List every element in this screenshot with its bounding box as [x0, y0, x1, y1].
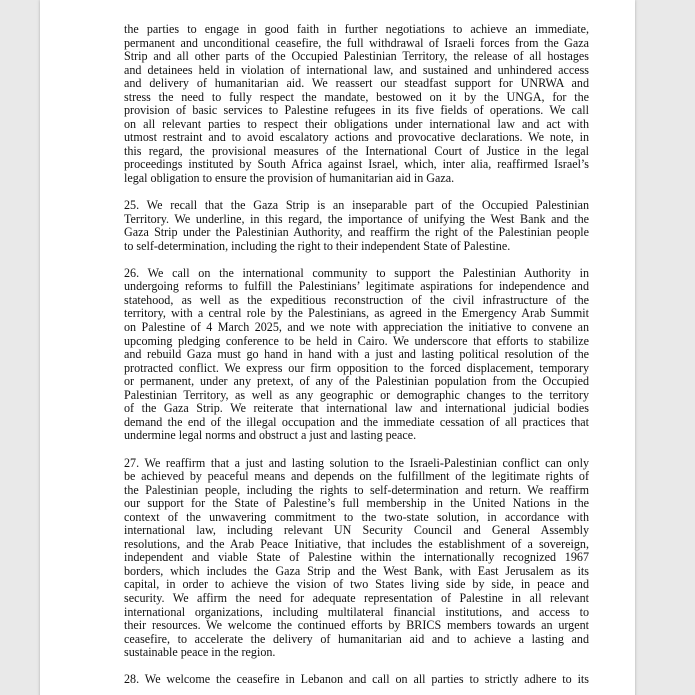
text-line: or permanent, under any pretext, of any of the Palestinian population from the Occupied	[124, 374, 589, 389]
text-line: undermine legal norms and obstruct a just and lasting peace.	[124, 428, 417, 443]
text-line: to self-determination, including the right to their independent State of Palestine.	[124, 238, 511, 253]
text-line: upcoming pledging conference to be held in Cairo. We underscore that efforts to stabilize	[124, 333, 589, 348]
text-line: 27. We reaffirm that a just and lasting solution to the Israeli-Palestinian conflict can only	[124, 455, 589, 470]
text-line: Gaza Strip under the Palestinian Authority, and reaffirm the right of the Palestinian people	[124, 225, 589, 240]
paragraph-25	[124, 199, 589, 253]
text-line: of the Gaza Strip. We reiterate that international law and international judicial bodies	[124, 401, 589, 416]
text-line: permanent and unconditional ceasefire, the full withdrawal of Israeli forces from the Gaza	[124, 35, 589, 50]
text-line: sustainable peace in the region.	[124, 645, 276, 660]
text-line: utmost restraint and to avoid escalatory actions and provocative declarations. We note, in	[124, 130, 589, 145]
paragraph-27	[124, 457, 589, 660]
text-line: resolutions, and the Arab Peace Initiative, that includes the establishment of a sovereign,	[124, 536, 589, 551]
text-line: and rebuild Gaza must go hand in hand with a just and lasting political resolution of the	[124, 347, 589, 362]
paragraph-28-start	[124, 673, 589, 687]
text-line: legal obligation to ensure the provision of humanitarian aid in Gaza.	[124, 171, 455, 186]
text-line: our support for the State of Palestine’s full membership in the United Nations in the	[124, 496, 589, 511]
text-line: 28. We welcome the ceasefire in Lebanon and call on all parties to strictly adhere to its	[124, 672, 589, 687]
text-line: 26. We call on the international community to support the Palestinian Authority in	[124, 265, 589, 280]
text-line: demand the end of the illegal occupation and the immediate cessation of all practices that	[124, 414, 589, 429]
text-line: provision of basic services to Palestine refugees in its five fields of operations. We call	[124, 103, 589, 118]
text-line: protracted conflict. We express our firm opposition to the forced displacement, temporary	[124, 360, 589, 375]
text-line: and delivery of humanitarian aid. We reassert our steadfast support for UNRWA and	[124, 76, 589, 91]
page-text-body	[124, 23, 589, 695]
text-line: this regard, the provisional measures of the International Court of Justice in the legal	[124, 143, 589, 158]
text-line: borders, which includes the Gaza Strip and the West Bank, with East Jerusalem as its	[124, 563, 589, 578]
text-line: international law, including relevant UN Security Council and General Assembly	[124, 523, 589, 538]
text-line: be achieved by peaceful means and depends on the fulfillment of the legitimate rights of	[124, 469, 589, 484]
text-line: undergoing reforms to fulfill the Palestinians’ legitimate aspirations for independence and	[124, 279, 589, 294]
text-line: stress the need to fully respect the mandate, bestowed on it by the UNGA, for the	[124, 89, 589, 104]
text-line: Palestinian Territory, as well as any geographic or demographic changes to the territory	[124, 387, 589, 402]
text-line: the parties to engage in good faith in further negotiations to achieve an immediate,	[124, 22, 589, 36]
text-line: statehood, as well as the expeditious reconstruction of the civil infrastructure of the	[124, 292, 589, 307]
text-line: capital, in order to achieve the vision of two States living side by side, in peace and	[124, 577, 589, 592]
text-line: on all relevant parties to respect their obligations under international law and act with	[124, 116, 589, 131]
text-line: ceasefire, to accelerate the delivery of humanitarian aid and to achieve a lasting and	[124, 631, 589, 646]
document-page	[40, 0, 635, 695]
text-line: independent and viable State of Palestine within the internationally recognized 1967	[124, 550, 589, 565]
text-line: Territory. We underline, in this regard, the importance of unifying the West Bank and the	[124, 211, 589, 226]
text-line: and detainees held in violation of international law, and sustained and unhindered access	[124, 62, 589, 77]
text-line: 25. We recall that the Gaza Strip is an inseparable part of the Occupied Palestinian	[124, 198, 589, 213]
text-line: on Palestine of 4 March 2025, and we note with appreciation the initiative to convene an	[124, 320, 589, 335]
text-line: international organizations, including multilateral financial institutions, and access to	[124, 604, 589, 619]
text-line: territory, with a central role by the Palestinians, as agreed in the Emergency Arab Summit	[124, 306, 589, 321]
text-line: context of the unwavering commitment to the two-state solution, in accordance with	[124, 509, 589, 524]
text-line: security. We affirm the need for adequate representation of Palestine in all relevant	[124, 590, 589, 605]
text-line: the Palestinian people, including the rights to self-determination and return. We reaffirm	[124, 482, 589, 497]
text-line: proceedings instituted by South Africa against Israel, which, inter alia, reaffirmed Israel’s	[124, 157, 589, 172]
paragraph-24-continued	[124, 23, 589, 186]
text-line: their resources. We welcome the continued efforts by BRICS members towards an urgent	[124, 618, 589, 633]
paragraph-26	[124, 267, 589, 443]
text-line: Strip and all other parts of the Occupied Palestinian Territory, the release of all hostages	[124, 49, 589, 64]
